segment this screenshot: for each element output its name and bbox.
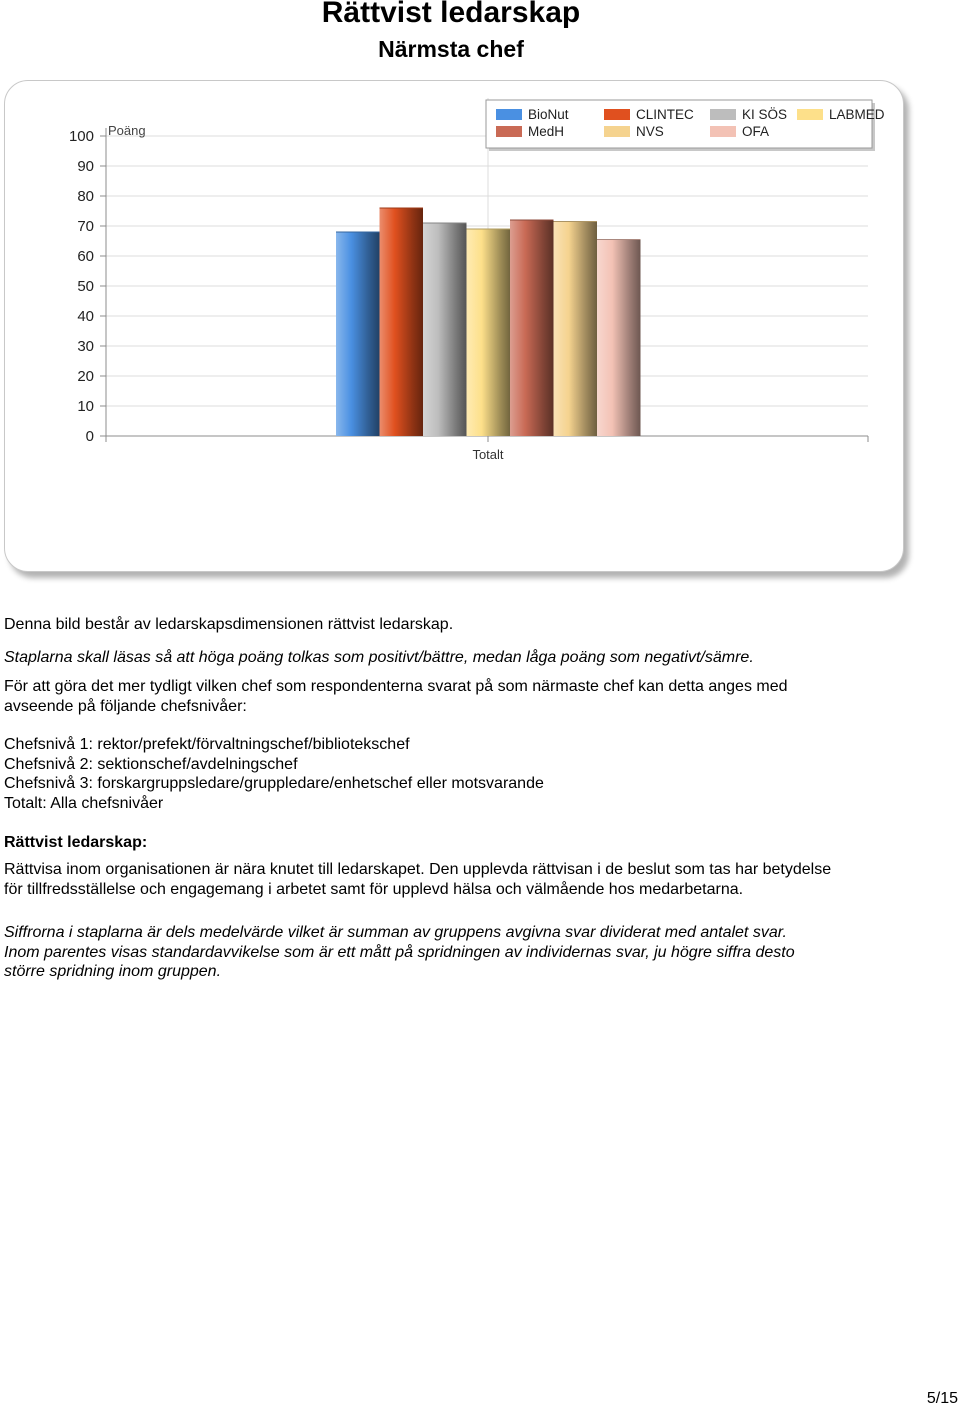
legend-label: KI SÖS [742, 107, 788, 122]
legend-swatch [710, 109, 736, 120]
page-subtitle: Närmsta chef [378, 36, 524, 62]
page-title: Rättvist ledarskap [321, 0, 581, 29]
legend-label: OFA [742, 124, 770, 139]
level-item: Chefsnivå 3: forskargruppsledare/gruppledare/enhetschef eller motsvarande [4, 775, 544, 792]
bar-ofa [597, 240, 641, 437]
bar-chart [0, 0, 960, 600]
legend-label: BioNut [528, 107, 569, 122]
y-tick-label: 100 [68, 128, 94, 145]
y-tick-label: 80 [77, 188, 94, 205]
y-tick-label: 10 [77, 398, 94, 415]
level-explanation-line-1: För att göra det mer tydligt vilken chef som respondenterna svarat på som närmaste chef kan detta anges med [4, 678, 788, 695]
legend-swatch [604, 126, 630, 137]
legend-label: LABMED [829, 107, 885, 122]
legend-swatch [797, 109, 823, 120]
y-tick-label: 90 [77, 158, 94, 175]
description-line-1: Rättvisa inom organisationen är nära knutet till ledarskapet. Den upplevda rättvisan i de beslut som tas har betydelse [4, 861, 832, 878]
description-line-2: för tillfredsställelse och engagemang i arbetet samt för upplevd hälsa och välmående hos medarbetarna. [4, 880, 744, 898]
level-item: Totalt: Alla chefsnivåer [4, 794, 164, 812]
note-line-1: Siffrorna i staplarna är dels medelvärde vilket är summan av gruppens avgivna svar dividerat med antalet svar. [4, 924, 787, 941]
bar-ki-s-s [423, 223, 467, 436]
level-item: Chefsnivå 2: sektionschef/avdelningschef [4, 755, 298, 773]
y-tick-label: 20 [77, 368, 94, 385]
legend-swatch [496, 126, 522, 137]
legend-label: MedH [528, 124, 565, 139]
bar-bionut [336, 232, 380, 436]
y-axis-label: Poäng [108, 123, 146, 138]
note-line-2: Inom parentes visas standardavvikelse som är ett mått på spridningen av individernas svar, ju högre siffra desto [4, 943, 795, 961]
reading-instruction [4, 648, 934, 668]
legend-swatch [604, 109, 630, 120]
statistics-note [4, 923, 934, 982]
intro-text [4, 615, 934, 635]
y-tick-label: 0 [85, 428, 94, 445]
legend-label: NVS [636, 124, 664, 139]
y-tick-label: 70 [77, 218, 94, 235]
level-list [4, 735, 934, 813]
bar-clintec [380, 208, 424, 436]
level-explanation [4, 677, 934, 716]
dimension-description [4, 860, 934, 899]
bar-medh [510, 220, 554, 436]
y-tick-label: 50 [77, 278, 94, 295]
section-heading [4, 833, 934, 853]
y-tick-label: 40 [77, 308, 94, 325]
section-heading-text: Rättvist ledarskap: [4, 834, 148, 851]
x-tick-label: Totalt [472, 447, 504, 462]
level-item: Chefsnivå 1: rektor/prefekt/förvaltningschef/bibliotekschef [4, 736, 410, 753]
page-number: 5/15 [926, 1390, 958, 1407]
note-line-3: större spridning inom gruppen. [4, 963, 222, 980]
legend-label: CLINTEC [636, 107, 694, 122]
y-tick-label: 60 [77, 248, 94, 265]
level-explanation-line-2: avseende på följande chefsnivåer: [4, 697, 247, 715]
bar-labmed [467, 229, 511, 436]
bar-nvs [554, 222, 598, 437]
reading-instruction-text: Staplarna skall läsas så att höga poäng tolkas som positivt/bättre, medan låga poäng som negativt/sämre. [4, 649, 754, 666]
intro-paragraph: Denna bild består av ledarskapsdimensionen rättvist ledarskap. [4, 616, 454, 633]
y-tick-label: 30 [77, 338, 94, 355]
legend-swatch [710, 126, 736, 137]
legend-swatch [496, 109, 522, 120]
